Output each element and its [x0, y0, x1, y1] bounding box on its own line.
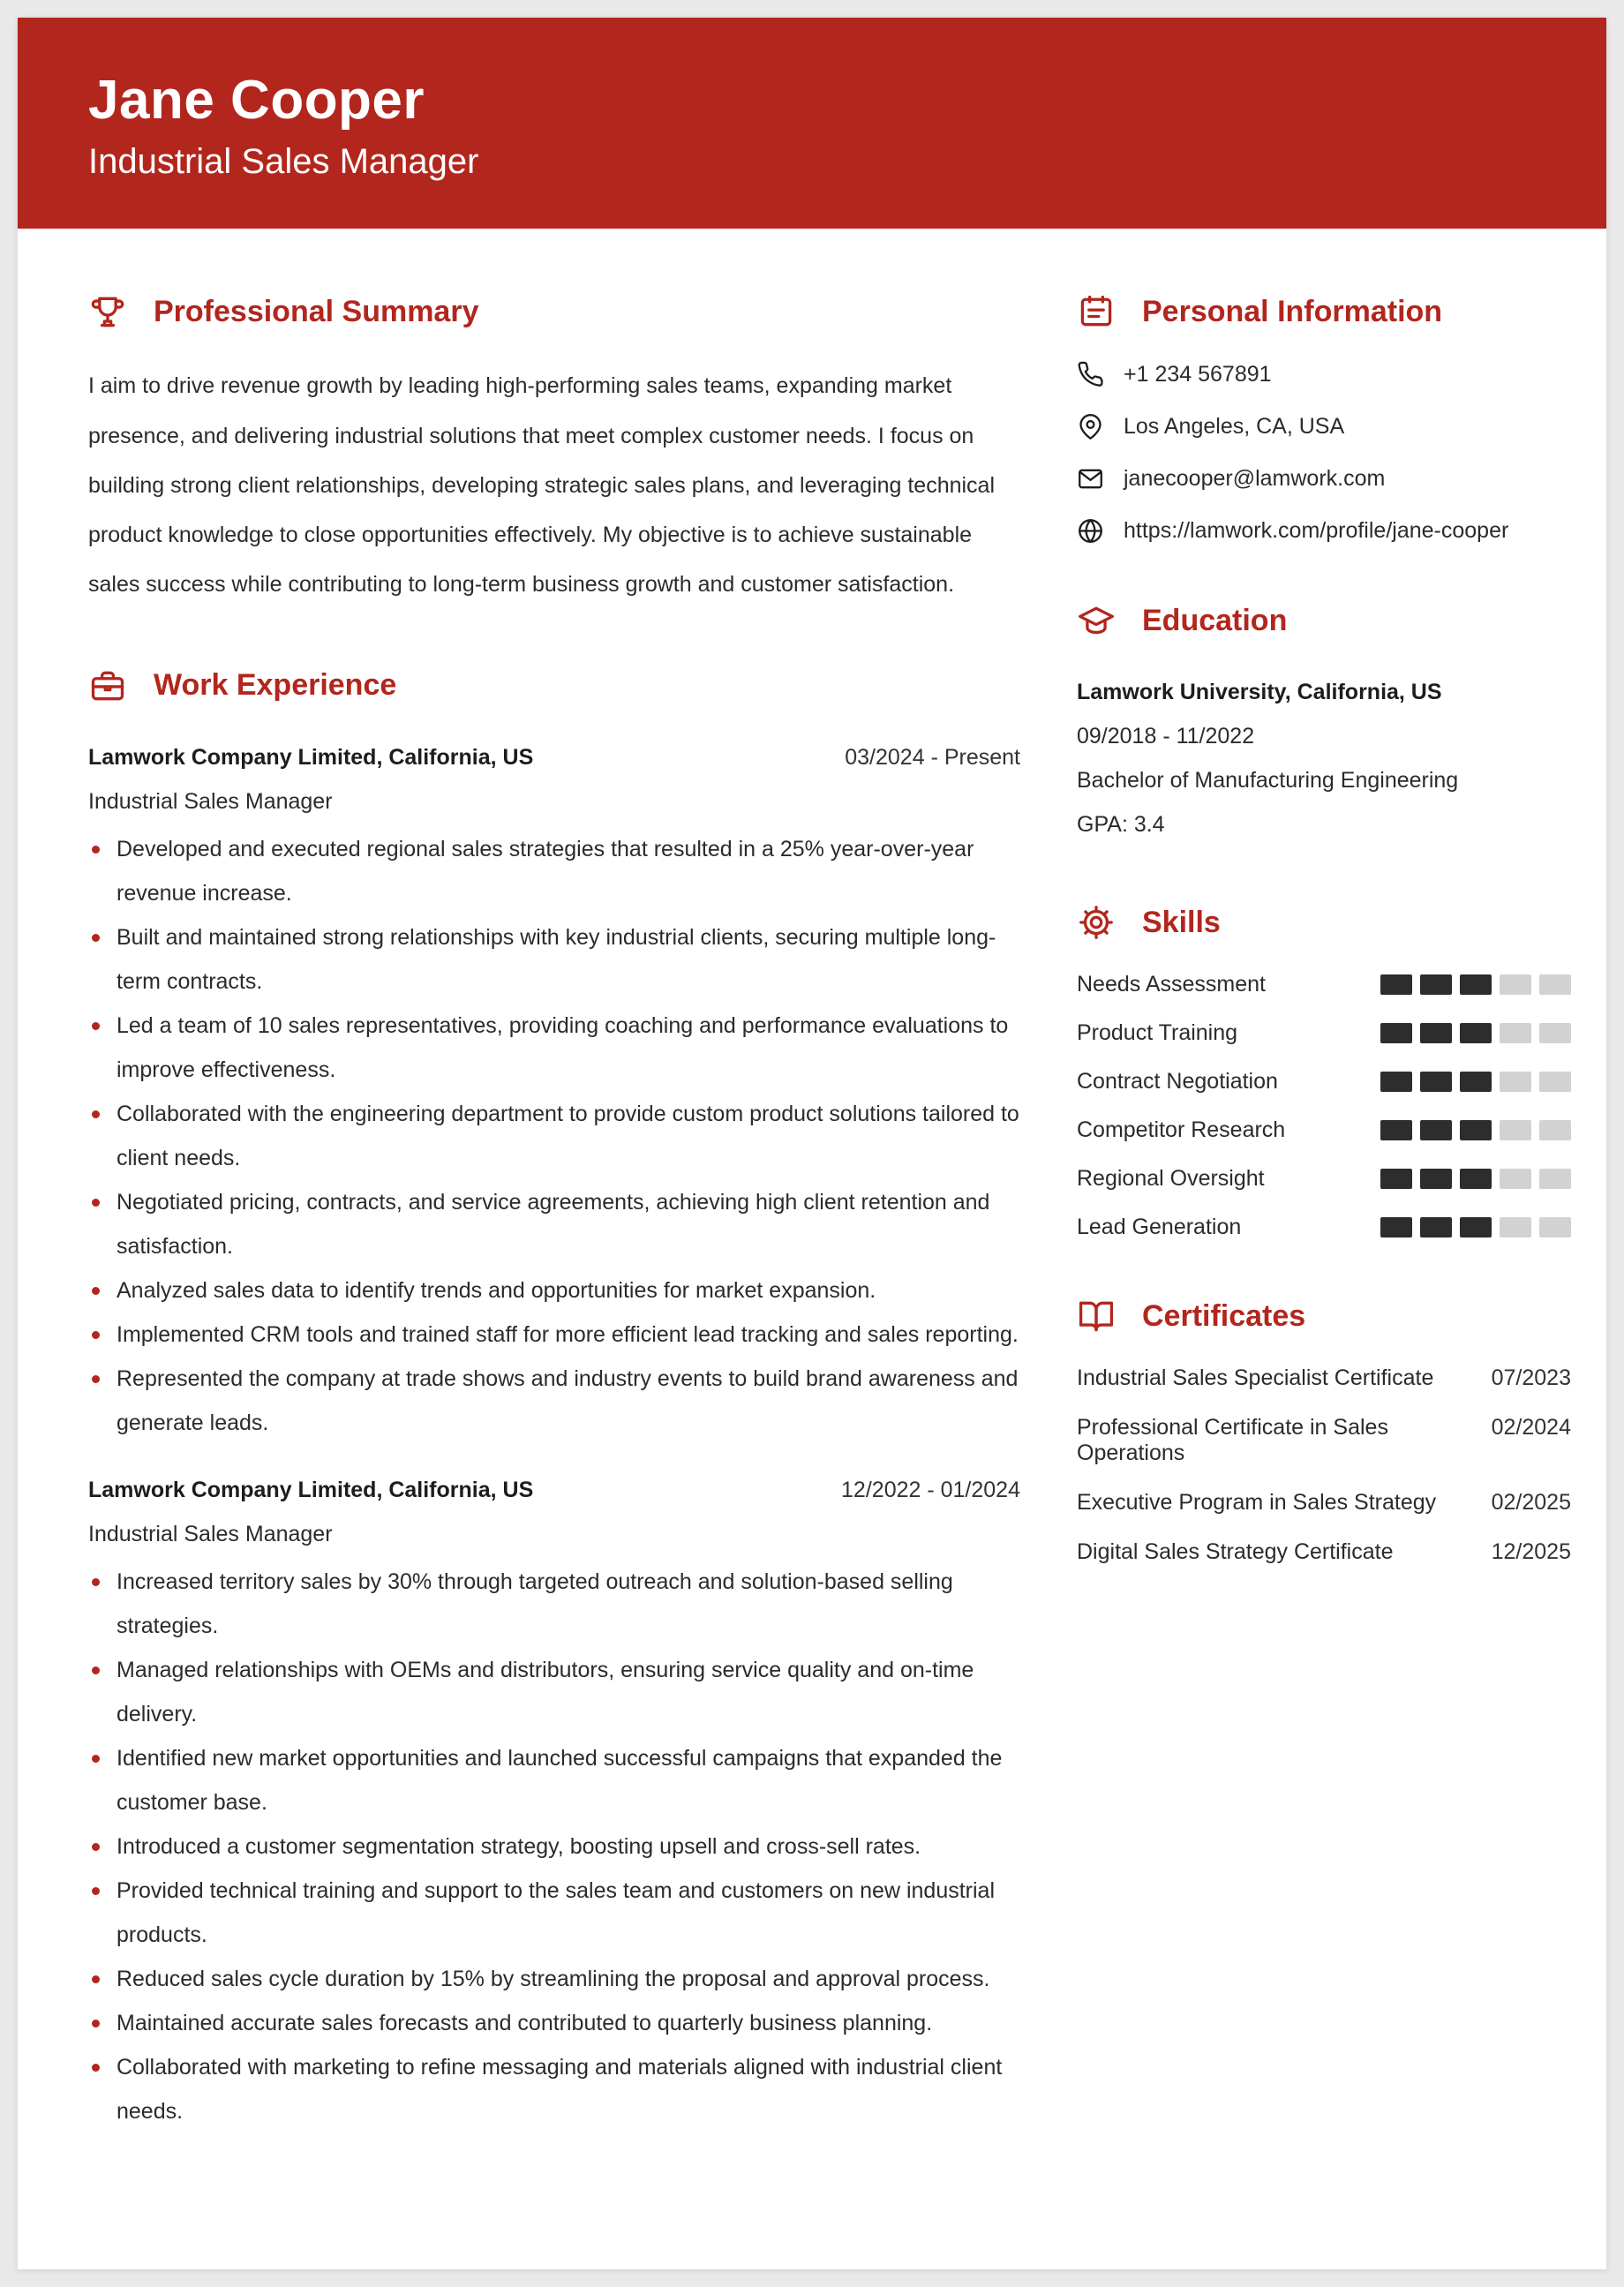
certificate-date: 02/2024: [1491, 1415, 1571, 1441]
skill-level-block: [1539, 1120, 1571, 1140]
skill-label: Needs Assessment: [1077, 972, 1266, 997]
resume-body: [18, 229, 1606, 2268]
skill-level-block: [1539, 1169, 1571, 1189]
section-certificates: [1077, 1297, 1571, 1565]
job-header: [88, 735, 1020, 779]
location-text: Los Angeles, CA, USA: [1124, 414, 1345, 440]
skill-level-meter: [1380, 974, 1571, 995]
resume-page: [18, 18, 1606, 2269]
skill-level-block: [1420, 1023, 1452, 1043]
skill-level-meter: [1380, 1072, 1571, 1092]
experience-bullet: Introduced a customer segmentation strategy, boosting upsell and cross-sell rates.: [88, 1824, 1020, 1869]
section-title-education: Education: [1142, 603, 1288, 637]
section-header: [1077, 601, 1571, 640]
certificate-row: [1077, 1490, 1571, 1516]
skill-level-block: [1420, 1120, 1452, 1140]
skill-level-block: [1500, 1023, 1531, 1043]
email-text: janecooper@lamwork.com: [1124, 466, 1386, 492]
section-personal-information: [1077, 292, 1571, 545]
skill-level-block: [1460, 1072, 1492, 1092]
email-icon: [1077, 465, 1104, 493]
skill-row: [1077, 1215, 1571, 1240]
briefcase-icon: [88, 666, 127, 705]
certificate-date: 07/2023: [1491, 1365, 1571, 1391]
certificate-row: [1077, 1415, 1571, 1466]
skill-row: [1077, 1166, 1571, 1192]
skill-level-meter: [1380, 1217, 1571, 1238]
trophy-icon: [88, 292, 127, 331]
experience-bullet: Managed relationships with OEMs and distributors, ensuring service quality and on-time delivery.: [88, 1648, 1020, 1736]
experience-bullet: Led a team of 10 sales representatives, providing coaching and performance evaluations to improve effectiveness.: [88, 1004, 1020, 1092]
section-title-summary: Professional Summary: [154, 294, 479, 328]
skill-level-block: [1380, 1169, 1412, 1189]
experience-bullet: Identified new market opportunities and launched successful campaigns that expanded the customer base.: [88, 1736, 1020, 1824]
main-column: [88, 292, 1020, 2189]
section-work-experience: [88, 666, 1020, 2133]
graduation-cap-icon: [1077, 601, 1116, 640]
skill-level-meter: [1380, 1120, 1571, 1140]
contact-row-website: [1077, 517, 1571, 545]
skill-label: Product Training: [1077, 1020, 1238, 1046]
company-name: Lamwork Company Limited, California, US: [88, 1477, 534, 1502]
certificate-row: [1077, 1539, 1571, 1565]
skill-label: Regional Oversight: [1077, 1166, 1265, 1192]
skill-level-block: [1380, 974, 1412, 995]
skill-row: [1077, 972, 1571, 997]
section-header: [88, 292, 1020, 331]
certificate-date: 12/2025: [1491, 1539, 1571, 1565]
skill-level-block: [1380, 1120, 1412, 1140]
skill-level-block: [1539, 1217, 1571, 1238]
experience-bullet: Maintained accurate sales forecasts and contributed to quarterly business planning.: [88, 2001, 1020, 2045]
experience-bullet: Represented the company at trade shows and industry events to build brand awareness and generate leads.: [88, 1357, 1020, 1445]
skill-level-meter: [1380, 1169, 1571, 1189]
experience-bullet: Built and maintained strong relationships with key industrial clients, securing multiple long-term contracts.: [88, 915, 1020, 1004]
job-entry: [88, 735, 1020, 1445]
skill-level-block: [1460, 1023, 1492, 1043]
job-bullet-list: [88, 1560, 1020, 2133]
skill-label: Competitor Research: [1077, 1117, 1286, 1143]
skill-row: [1077, 1020, 1571, 1046]
job-bullet-list: [88, 827, 1020, 1445]
skill-level-block: [1500, 1217, 1531, 1238]
skill-level-block: [1460, 1120, 1492, 1140]
experience-bullet: Increased territory sales by 30% through targeted outreach and solution-based selling strategies.: [88, 1560, 1020, 1648]
section-title-experience: Work Experience: [154, 668, 397, 703]
skill-level-block: [1420, 1169, 1452, 1189]
skill-level-block: [1420, 1072, 1452, 1092]
location-pin-icon: [1077, 413, 1104, 440]
company-name: Lamwork Company Limited, California, US: [88, 744, 534, 770]
education-dates: 09/2018 - 11/2022: [1077, 724, 1255, 749]
section-header: [1077, 292, 1571, 331]
skill-level-block: [1500, 974, 1531, 995]
section-header: [88, 666, 1020, 705]
skill-row: [1077, 1069, 1571, 1095]
website-globe-icon: [1077, 517, 1104, 545]
summary-text: I aim to drive revenue growth by leading high-performing sales teams, expanding market presence, and delivering industrial solutions that meet complex customer needs. I focus on building strong client relationships, developing strategic sales plans, and leveraging technical product knowledge to close opportunities effectively. My objective is to achieve sustainable sales success while contributing to long-term business growth and customer satisfaction.: [88, 373, 996, 598]
skill-row: [1077, 1117, 1571, 1143]
skill-level-block: [1420, 974, 1452, 995]
section-title-skills: Skills: [1142, 905, 1221, 939]
job-role: Industrial Sales Manager: [88, 1521, 333, 1546]
job-entry: [88, 1468, 1020, 2133]
skill-level-block: [1539, 1023, 1571, 1043]
skill-level-block: [1460, 974, 1492, 995]
experience-bullet: Analyzed sales data to identify trends and opportunities for market expansion.: [88, 1268, 1020, 1313]
phone-icon: [1077, 361, 1104, 388]
skill-level-meter: [1380, 1023, 1571, 1043]
skill-level-block: [1380, 1217, 1412, 1238]
experience-bullet: Provided technical training and support to the sales team and customers on new industrial products.: [88, 1869, 1020, 1957]
job-header: [88, 1468, 1020, 1512]
education-gpa: GPA: 3.4: [1077, 812, 1165, 838]
experience-bullet: Collaborated with marketing to refine messaging and materials aligned with industrial client needs.: [88, 2045, 1020, 2133]
sidebar-column: [1077, 292, 1571, 2189]
section-title-personal: Personal Information: [1142, 294, 1443, 328]
skill-level-block: [1500, 1120, 1531, 1140]
job-role: Industrial Sales Manager: [88, 788, 333, 814]
education-school: Lamwork University, California, US: [1077, 680, 1442, 705]
experience-bullet: Reduced sales cycle duration by 15% by streamlining the proposal and approval process.: [88, 1957, 1020, 2001]
experience-bullet: Negotiated pricing, contracts, and service agreements, achieving high client retention and satisfaction.: [88, 1180, 1020, 1268]
job-dates: 03/2024 - Present: [845, 744, 1020, 770]
skill-label: Contract Negotiation: [1077, 1069, 1278, 1095]
job-dates: 12/2022 - 01/2024: [841, 1477, 1020, 1502]
website-url: https://lamwork.com/profile/jane-cooper: [1124, 518, 1509, 544]
open-book-icon: [1077, 1297, 1116, 1335]
skill-level-block: [1500, 1072, 1531, 1092]
experience-bullet: Collaborated with the engineering department to provide custom product solutions tailored to client needs.: [88, 1092, 1020, 1180]
skill-level-block: [1500, 1169, 1531, 1189]
gear-icon: [1077, 903, 1116, 942]
section-education: [1077, 601, 1571, 846]
certificate-date: 02/2025: [1491, 1490, 1571, 1516]
education-degree: Bachelor of Manufacturing Engineering: [1077, 768, 1459, 794]
section-header: [1077, 1297, 1571, 1335]
phone-number: +1 234 567891: [1124, 362, 1272, 387]
certificate-row: [1077, 1365, 1571, 1391]
skill-level-block: [1460, 1169, 1492, 1189]
section-header: [1077, 903, 1571, 942]
contact-card-icon: [1077, 292, 1116, 331]
person-job-title: Industrial Sales Manager: [88, 142, 479, 182]
person-name: Jane Cooper: [88, 70, 425, 131]
resume-header: [18, 18, 1606, 229]
section-professional-summary: [88, 292, 1020, 609]
skill-level-block: [1539, 974, 1571, 995]
skill-level-block: [1420, 1217, 1452, 1238]
experience-bullet: Implemented CRM tools and trained staff for more efficient lead tracking and sales reporting.: [88, 1313, 1020, 1357]
section-title-certificates: Certificates: [1142, 1298, 1306, 1333]
certificate-name: Industrial Sales Specialist Certificate: [1077, 1365, 1434, 1391]
section-skills: [1077, 903, 1571, 1240]
skill-level-block: [1380, 1072, 1412, 1092]
contact-row-phone: [1077, 361, 1571, 388]
skill-level-block: [1380, 1023, 1412, 1043]
experience-bullet: Developed and executed regional sales strategies that resulted in a 25% year-over-year revenue increase.: [88, 827, 1020, 915]
skill-label: Lead Generation: [1077, 1215, 1242, 1240]
skill-level-block: [1460, 1217, 1492, 1238]
certificate-name: Executive Program in Sales Strategy: [1077, 1490, 1437, 1516]
certificate-name: Professional Certificate in Sales Operations: [1077, 1415, 1388, 1466]
contact-row-location: [1077, 413, 1571, 440]
contact-row-email: [1077, 465, 1571, 493]
skill-level-block: [1539, 1072, 1571, 1092]
certificate-name: Digital Sales Strategy Certificate: [1077, 1539, 1394, 1565]
